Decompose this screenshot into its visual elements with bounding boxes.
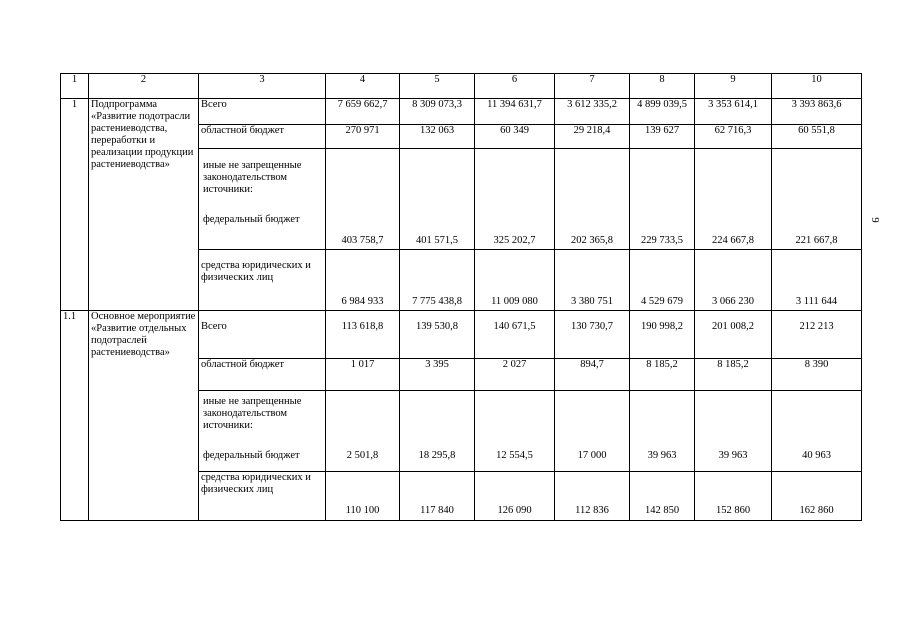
value-cell: 401 571,5: [400, 149, 475, 250]
value-cell: 212 213: [772, 311, 862, 359]
value-cell: 2 501,8: [326, 391, 400, 472]
value-cell: 11 394 631,7: [475, 99, 555, 125]
value-cell: 221 667,8: [772, 149, 862, 250]
value-cell: 29 218,4: [555, 125, 630, 149]
value-cell: 162 860: [772, 472, 862, 521]
value-cell: 8 390: [772, 359, 862, 391]
value-cell: 113 618,8: [326, 311, 400, 359]
value-cell: 3 395: [400, 359, 475, 391]
value-cell: 229 733,5: [630, 149, 695, 250]
value-cell: 325 202,7: [475, 149, 555, 250]
source-label: областной бюджет: [199, 125, 326, 149]
value-cell: 117 840: [400, 472, 475, 521]
value-cell: 62 716,3: [695, 125, 772, 149]
header-cell: 4: [326, 74, 400, 99]
value-cell: 60 551,8: [772, 125, 862, 149]
other-sources-intro: иные не запрещенные законодательством источники:: [203, 396, 302, 431]
value-cell: 112 836: [555, 472, 630, 521]
header-cell: 9: [695, 74, 772, 99]
value-cell: 4 899 039,5: [630, 99, 695, 125]
row-code: 1: [61, 99, 89, 311]
header-row: [61, 74, 862, 99]
value-cell: 3 111 644: [772, 250, 862, 311]
value-cell: 60 349: [475, 125, 555, 149]
value-cell: 8 185,2: [695, 359, 772, 391]
value-cell: 894,7: [555, 359, 630, 391]
header-cell: 1: [61, 74, 89, 99]
value-cell: 152 860: [695, 472, 772, 521]
row-code: 1.1: [61, 311, 89, 521]
header-cell: 6: [475, 74, 555, 99]
value-cell: 224 667,8: [695, 149, 772, 250]
value-cell: 8 309 073,3: [400, 99, 475, 125]
source-label: средства юридических и физических лиц: [199, 472, 326, 521]
value-cell: 12 554,5: [475, 391, 555, 472]
value-cell: 139 627: [630, 125, 695, 149]
value-cell: 6 984 933: [326, 250, 400, 311]
row-title: Основное мероприятие «Развитие отдельных подотраслей растениеводства»: [89, 311, 199, 521]
value-cell: 139 530,8: [400, 311, 475, 359]
value-cell: 4 529 679: [630, 250, 695, 311]
value-cell: 39 963: [695, 391, 772, 472]
source-label: [199, 391, 326, 472]
value-cell: 202 365,8: [555, 149, 630, 250]
value-cell: 7 775 438,8: [400, 250, 475, 311]
value-cell: 39 963: [630, 391, 695, 472]
value-cell: 3 353 614,1: [695, 99, 772, 125]
page-number: 9: [868, 217, 881, 223]
source-label: областной бюджет: [199, 359, 326, 391]
source-label: Всего: [199, 311, 326, 359]
value-cell: 140 671,5: [475, 311, 555, 359]
value-cell: 110 100: [326, 472, 400, 521]
header-cell: 10: [772, 74, 862, 99]
federal-budget-label: федеральный бюджет: [203, 214, 300, 225]
value-cell: 2 027: [475, 359, 555, 391]
budget-table: [60, 73, 862, 521]
value-cell: 190 998,2: [630, 311, 695, 359]
value-cell: 126 090: [475, 472, 555, 521]
table-row: [61, 99, 862, 125]
other-sources-intro: иные не запрещенные законодательством источники:: [203, 160, 302, 195]
value-cell: 403 758,7: [326, 149, 400, 250]
value-cell: 3 612 335,2: [555, 99, 630, 125]
value-cell: 8 185,2: [630, 359, 695, 391]
header-cell: 3: [199, 74, 326, 99]
federal-budget-label: федеральный бюджет: [203, 450, 300, 461]
header-cell: 7: [555, 74, 630, 99]
value-cell: 40 963: [772, 391, 862, 472]
value-cell: 7 659 662,7: [326, 99, 400, 125]
value-cell: 1 017: [326, 359, 400, 391]
row-title: Подпрограмма «Развитие подотрасли растениеводства, переработки и реализации продукции растениеводства»: [89, 99, 199, 311]
header-cell: 8: [630, 74, 695, 99]
value-cell: 3 066 230: [695, 250, 772, 311]
value-cell: 17 000: [555, 391, 630, 472]
value-cell: 11 009 080: [475, 250, 555, 311]
value-cell: 18 295,8: [400, 391, 475, 472]
value-cell: 142 850: [630, 472, 695, 521]
table-row: [61, 311, 862, 359]
source-label: [199, 149, 326, 250]
value-cell: 3 393 863,6: [772, 99, 862, 125]
value-cell: 270 971: [326, 125, 400, 149]
header-cell: 5: [400, 74, 475, 99]
source-label: средства юридических и физических лиц: [199, 250, 326, 311]
source-label: Всего: [199, 99, 326, 125]
value-cell: 201 008,2: [695, 311, 772, 359]
header-cell: 2: [89, 74, 199, 99]
value-cell: 3 380 751: [555, 250, 630, 311]
value-cell: 130 730,7: [555, 311, 630, 359]
value-cell: 132 063: [400, 125, 475, 149]
